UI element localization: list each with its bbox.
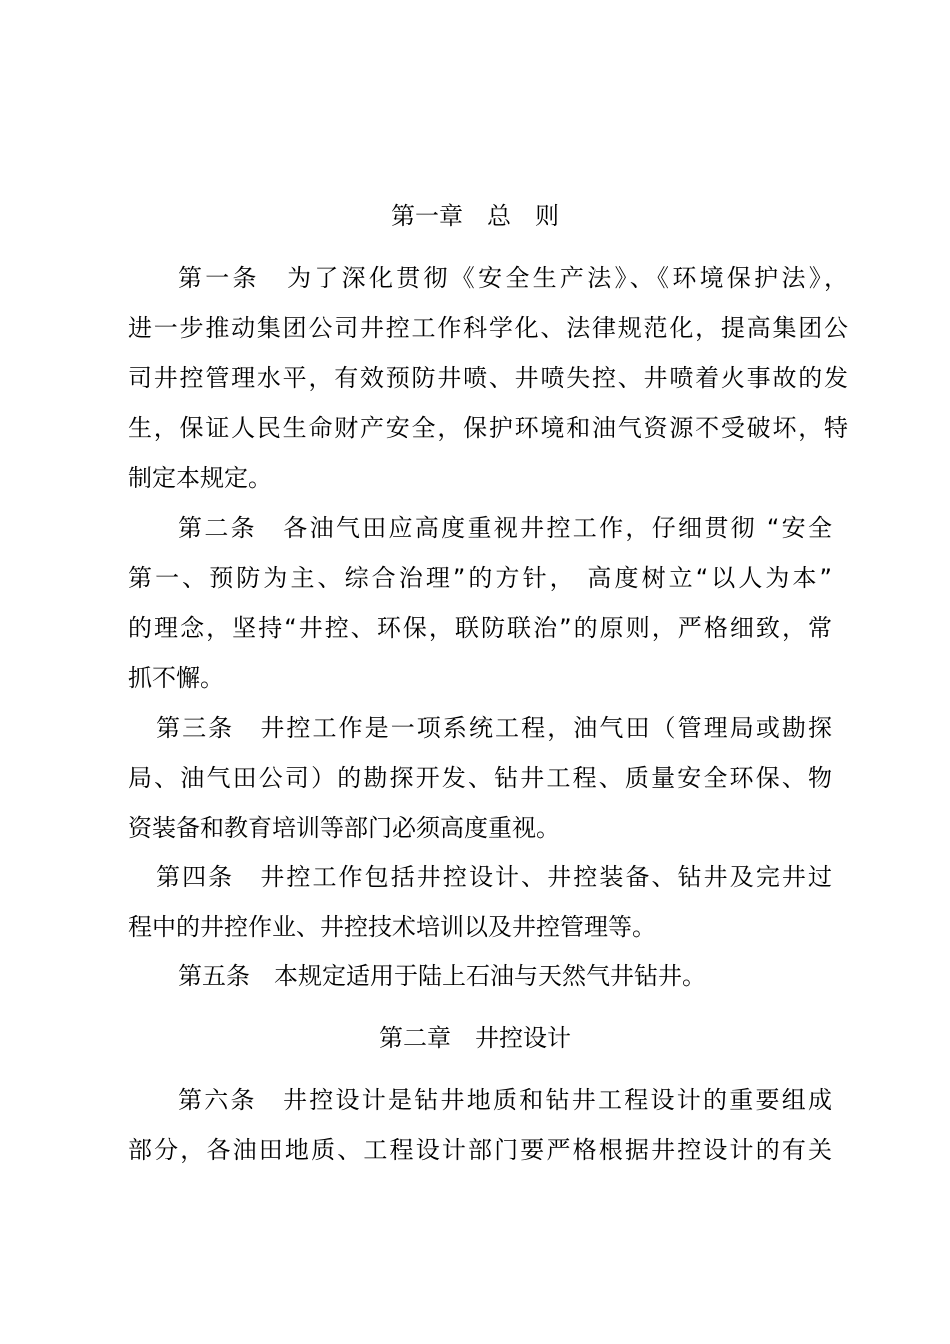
article-4-line-2: 程中的井控作业、井控技术培训以及井控管理等。 [128, 913, 656, 941]
article-3-line-2: 局、油气田公司）的勘探开发、钻井工程、质量安全环保、物 [128, 764, 832, 792]
article-1-line-5: 制定本规定。 [128, 464, 272, 492]
article-2-line-2: 第一、预防为主、综合治理”的方针， 高度树立“以人为本” [128, 564, 832, 592]
article-2-line-1: 第二条 各油气田应高度重视井控工作，仔细贯彻 “安全 [178, 514, 832, 542]
article-1-line-2: 进一步推动集团公司井控工作科学化、法律规范化，提高集团公 [128, 314, 848, 342]
article-1-line-4: 生，保证人民生命财产安全，保护环境和油气资源不受破坏，特 [128, 414, 848, 442]
article-1-line-3: 司井控管理水平，有效预防井喷、井喷失控、井喷着火事故的发 [128, 364, 848, 392]
article-4-line-1: 第四条 井控工作包括井控设计、井控装备、钻井及完井过 [156, 863, 832, 891]
article-3-line-3: 资装备和教育培训等部门必须高度重视。 [128, 814, 560, 842]
article-6-line-2: 部分，各油田地质、工程设计部门要严格根据井控设计的有关 [128, 1136, 832, 1164]
article-1-line-1: 第一条 为了深化贯彻《安全生产法》、《环境保护法》， [178, 264, 848, 292]
chapter-1-title: 第一章 总 则 [391, 202, 559, 230]
article-2-line-3: 的理念，坚持“井控、环保，联防联治”的原则，严格细致，常 [128, 614, 832, 642]
article-3-line-1: 第三条 井控工作是一项系统工程，油气田（管理局或勘探 [156, 714, 832, 742]
article-6-line-1: 第六条 井控设计是钻井地质和钻井工程设计的重要组成 [178, 1086, 832, 1114]
chapter-2-title: 第二章 井控设计 [379, 1024, 571, 1052]
article-5-line-1: 第五条 本规定适用于陆上石油与天然气井钻井。 [178, 962, 706, 990]
article-2-line-4: 抓不懈。 [128, 664, 224, 692]
